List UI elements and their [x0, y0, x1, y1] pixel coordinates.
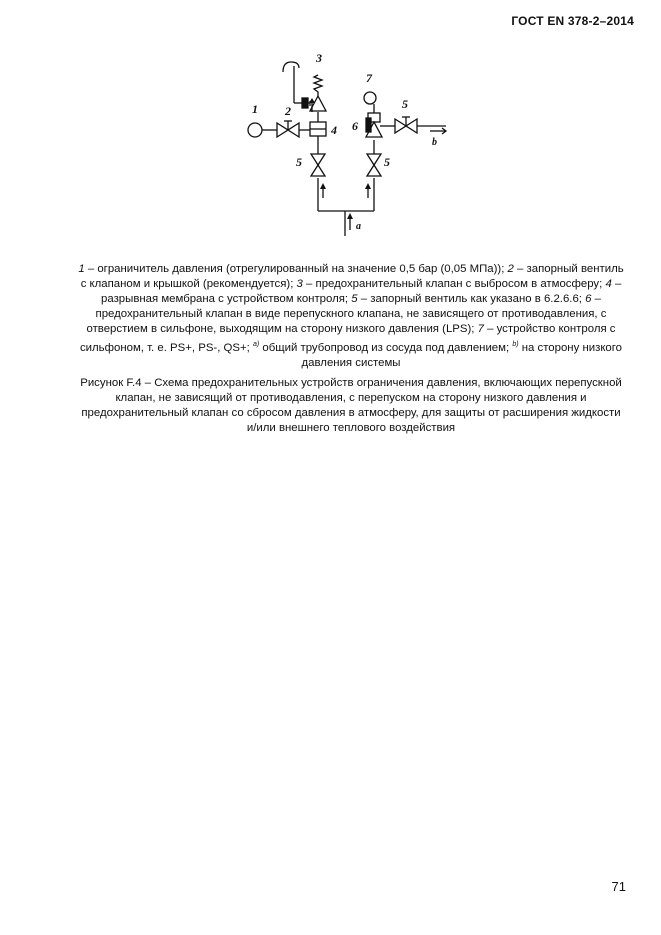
- legend-text-1: – ограничитель давления (отрегулированный на значение 0,5 бар (0,05 МПа));: [84, 263, 508, 275]
- shutoff-valve-outlet: [395, 117, 417, 133]
- label-1: 1: [252, 102, 258, 116]
- legend-num-4: 4: [605, 278, 612, 290]
- legend-num-2: 2: [507, 263, 514, 275]
- shutoff-valve-right: [367, 154, 381, 176]
- shutoff-valve-2: [277, 121, 299, 137]
- legend-num-1: 1: [78, 263, 85, 275]
- label-3: 3: [316, 51, 322, 65]
- legend-text-6: – предохранительный клапан в виде перепускного клапана, не зависящего от противодавления, с отверстием в сильфоне, выходящим на сторону низкого давления (LPS);: [86, 293, 607, 335]
- label-a: a: [356, 221, 361, 232]
- bellows-monitor-7: [364, 92, 376, 104]
- legend-text-3: – предохранительный клапан с выбросом в атмосферу;: [302, 278, 606, 290]
- pressure-relief-schematic: [230, 40, 470, 240]
- legend-num-6: 6: [585, 293, 592, 305]
- label-2: 2: [285, 104, 291, 118]
- legend-text-b: на сторону низкого давления системы: [301, 341, 623, 369]
- legend-text-2: – запорный вентиль с клапаном и крышкой (рекомендуется);: [80, 263, 624, 290]
- legend-text-7: – устройство контроля с сильфоном, т. е. PS+, PS-, QS+;: [79, 323, 616, 354]
- label-5-left: 5: [296, 155, 302, 169]
- legend-num-3: 3: [296, 278, 303, 290]
- label-b: b: [432, 137, 437, 148]
- label-5-outlet: 5: [402, 97, 408, 111]
- legend-text-4: – разрывная мембрана с устройством контроля;: [101, 278, 622, 305]
- pressure-limiter-1: [248, 123, 262, 137]
- legend-num-5: 5: [351, 293, 358, 305]
- document-standard-header: ГОСТ EN 378-2–2014: [511, 14, 634, 28]
- legend-note-a: a): [252, 341, 260, 348]
- label-7: 7: [366, 71, 372, 85]
- legend-text-a: общий трубопровод из сосуда под давлением;: [259, 341, 513, 354]
- label-6: 6: [352, 119, 358, 133]
- label-5-right: 5: [384, 155, 390, 169]
- figure-legend: [74, 262, 628, 371]
- page-number: 71: [611, 879, 626, 894]
- legend-text-5: – запорный вентиль как указано в 6.2.6.6;: [357, 293, 586, 305]
- shutoff-valve-left: [311, 154, 325, 176]
- figure-caption: Рисунок F.4 – Схема предохранительных устройств ограничения давления, включающих перепускной клапан, не зависящий от противодавления, с перепуском на сторону низкого давления и предохранительный клапан со сбросом давления в атмосферу, для защиты от расширения жидкости и/или внешнего теплового воздействия: [80, 377, 622, 434]
- bypass-valve-6: [366, 104, 382, 137]
- legend-num-7: 7: [477, 323, 484, 335]
- legend-note-b: b): [512, 341, 519, 348]
- label-4: 4: [331, 123, 337, 137]
